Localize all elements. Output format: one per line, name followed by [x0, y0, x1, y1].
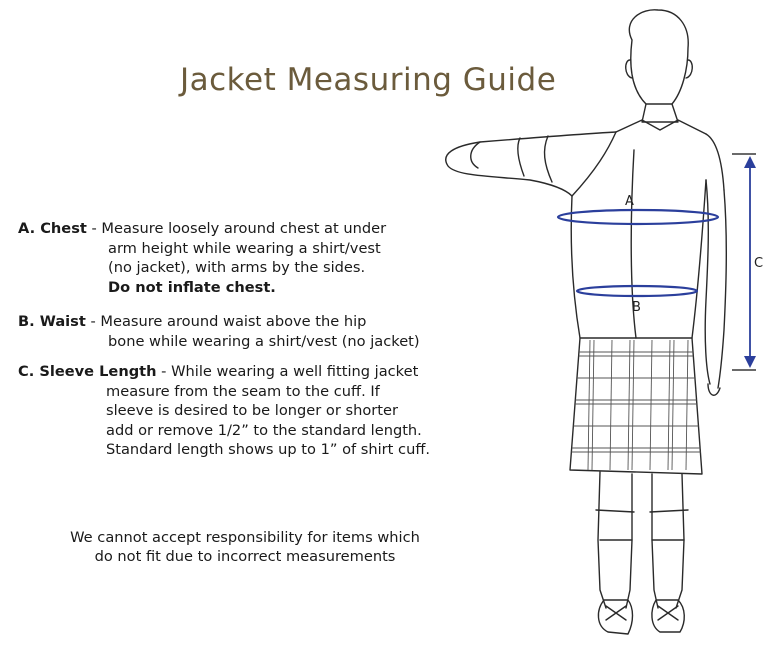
sleeve-fold-1	[518, 138, 524, 176]
sleeve-line-4: add or remove 1/2” to the standard length.	[106, 421, 422, 439]
raised-arm	[446, 132, 616, 196]
hanging-arm-inner	[705, 180, 710, 384]
chest-line-1: - Measure loosely around chest at under	[86, 220, 387, 237]
disclaimer-line-1: We cannot accept responsibility for items which	[70, 529, 420, 546]
hanging-arm-outer	[718, 190, 726, 388]
chest-emphasis: Do not inflate chest.	[108, 278, 276, 296]
right-leg-outer	[676, 474, 684, 608]
sleeve-line-5: Standard length shows up to 1” of shirt cuff.	[106, 441, 431, 458]
tartan-vertical-stripe	[686, 340, 688, 470]
left-leg-inner	[626, 474, 632, 608]
tartan-vertical-stripe	[592, 340, 594, 470]
sleeve-fold-2	[545, 136, 552, 182]
tartan-vertical-stripe	[668, 340, 670, 470]
neck	[642, 104, 678, 122]
tartan-vertical-stripe	[628, 340, 630, 470]
head-outline	[629, 10, 688, 104]
figure-outline	[446, 10, 727, 634]
label-c: C	[754, 256, 764, 271]
disclaimer	[30, 528, 460, 566]
sleeve-arrow-down	[744, 356, 756, 368]
kilt-tartan-pattern	[571, 340, 700, 470]
tartan-vertical-stripe	[672, 340, 674, 470]
chest-instructions	[18, 219, 386, 297]
cuff-line	[471, 142, 480, 168]
shoe-laces	[606, 606, 678, 620]
sleeve-line-3: sleeve is desired to be longer or shorter	[106, 402, 398, 419]
chest-line-3: (no jacket), with arms by the sides.	[108, 259, 366, 276]
waist-heading: B. Waist	[18, 313, 86, 330]
page-title: Jacket Measuring Guide	[180, 62, 557, 98]
kilted-figure-illustration	[420, 0, 772, 646]
waist-line-1: - Measure around waist above the hip	[85, 313, 367, 330]
tartan-vertical-stripe	[632, 340, 634, 470]
sleeve-arrow-up	[744, 156, 756, 168]
label-a: A	[625, 194, 634, 209]
waist-measure-loop	[577, 286, 697, 296]
sleeve-line-2: measure from the seam to the cuff. If	[106, 382, 380, 400]
waist-line-2: bone while wearing a shirt/vest (no jacket)	[108, 332, 420, 350]
disclaimer-line-2: do not fit due to incorrect measurements	[94, 548, 396, 565]
chest-line-2: arm height while wearing a shirt/vest	[108, 239, 381, 257]
chest-measure-loop	[558, 210, 718, 224]
shoulder-left-seam	[572, 132, 616, 196]
sleeve-line-1: - While wearing a well fitting jacket	[156, 363, 419, 380]
chest-heading: A. Chest	[18, 220, 87, 237]
sleeve-instructions	[18, 362, 430, 460]
waist-instructions	[18, 312, 420, 351]
figure-svg	[420, 0, 772, 646]
tartan-vertical-stripe	[610, 340, 612, 470]
hose-tops	[596, 510, 688, 512]
tartan-vertical-stripe	[650, 340, 652, 470]
sleeve-heading: C. Sleeve Length	[18, 363, 157, 380]
tartan-vertical-stripe	[588, 340, 590, 470]
shoulder-right	[706, 134, 724, 190]
right-leg-inner	[652, 474, 658, 608]
label-b: B	[632, 300, 641, 315]
left-shoe	[598, 600, 632, 634]
